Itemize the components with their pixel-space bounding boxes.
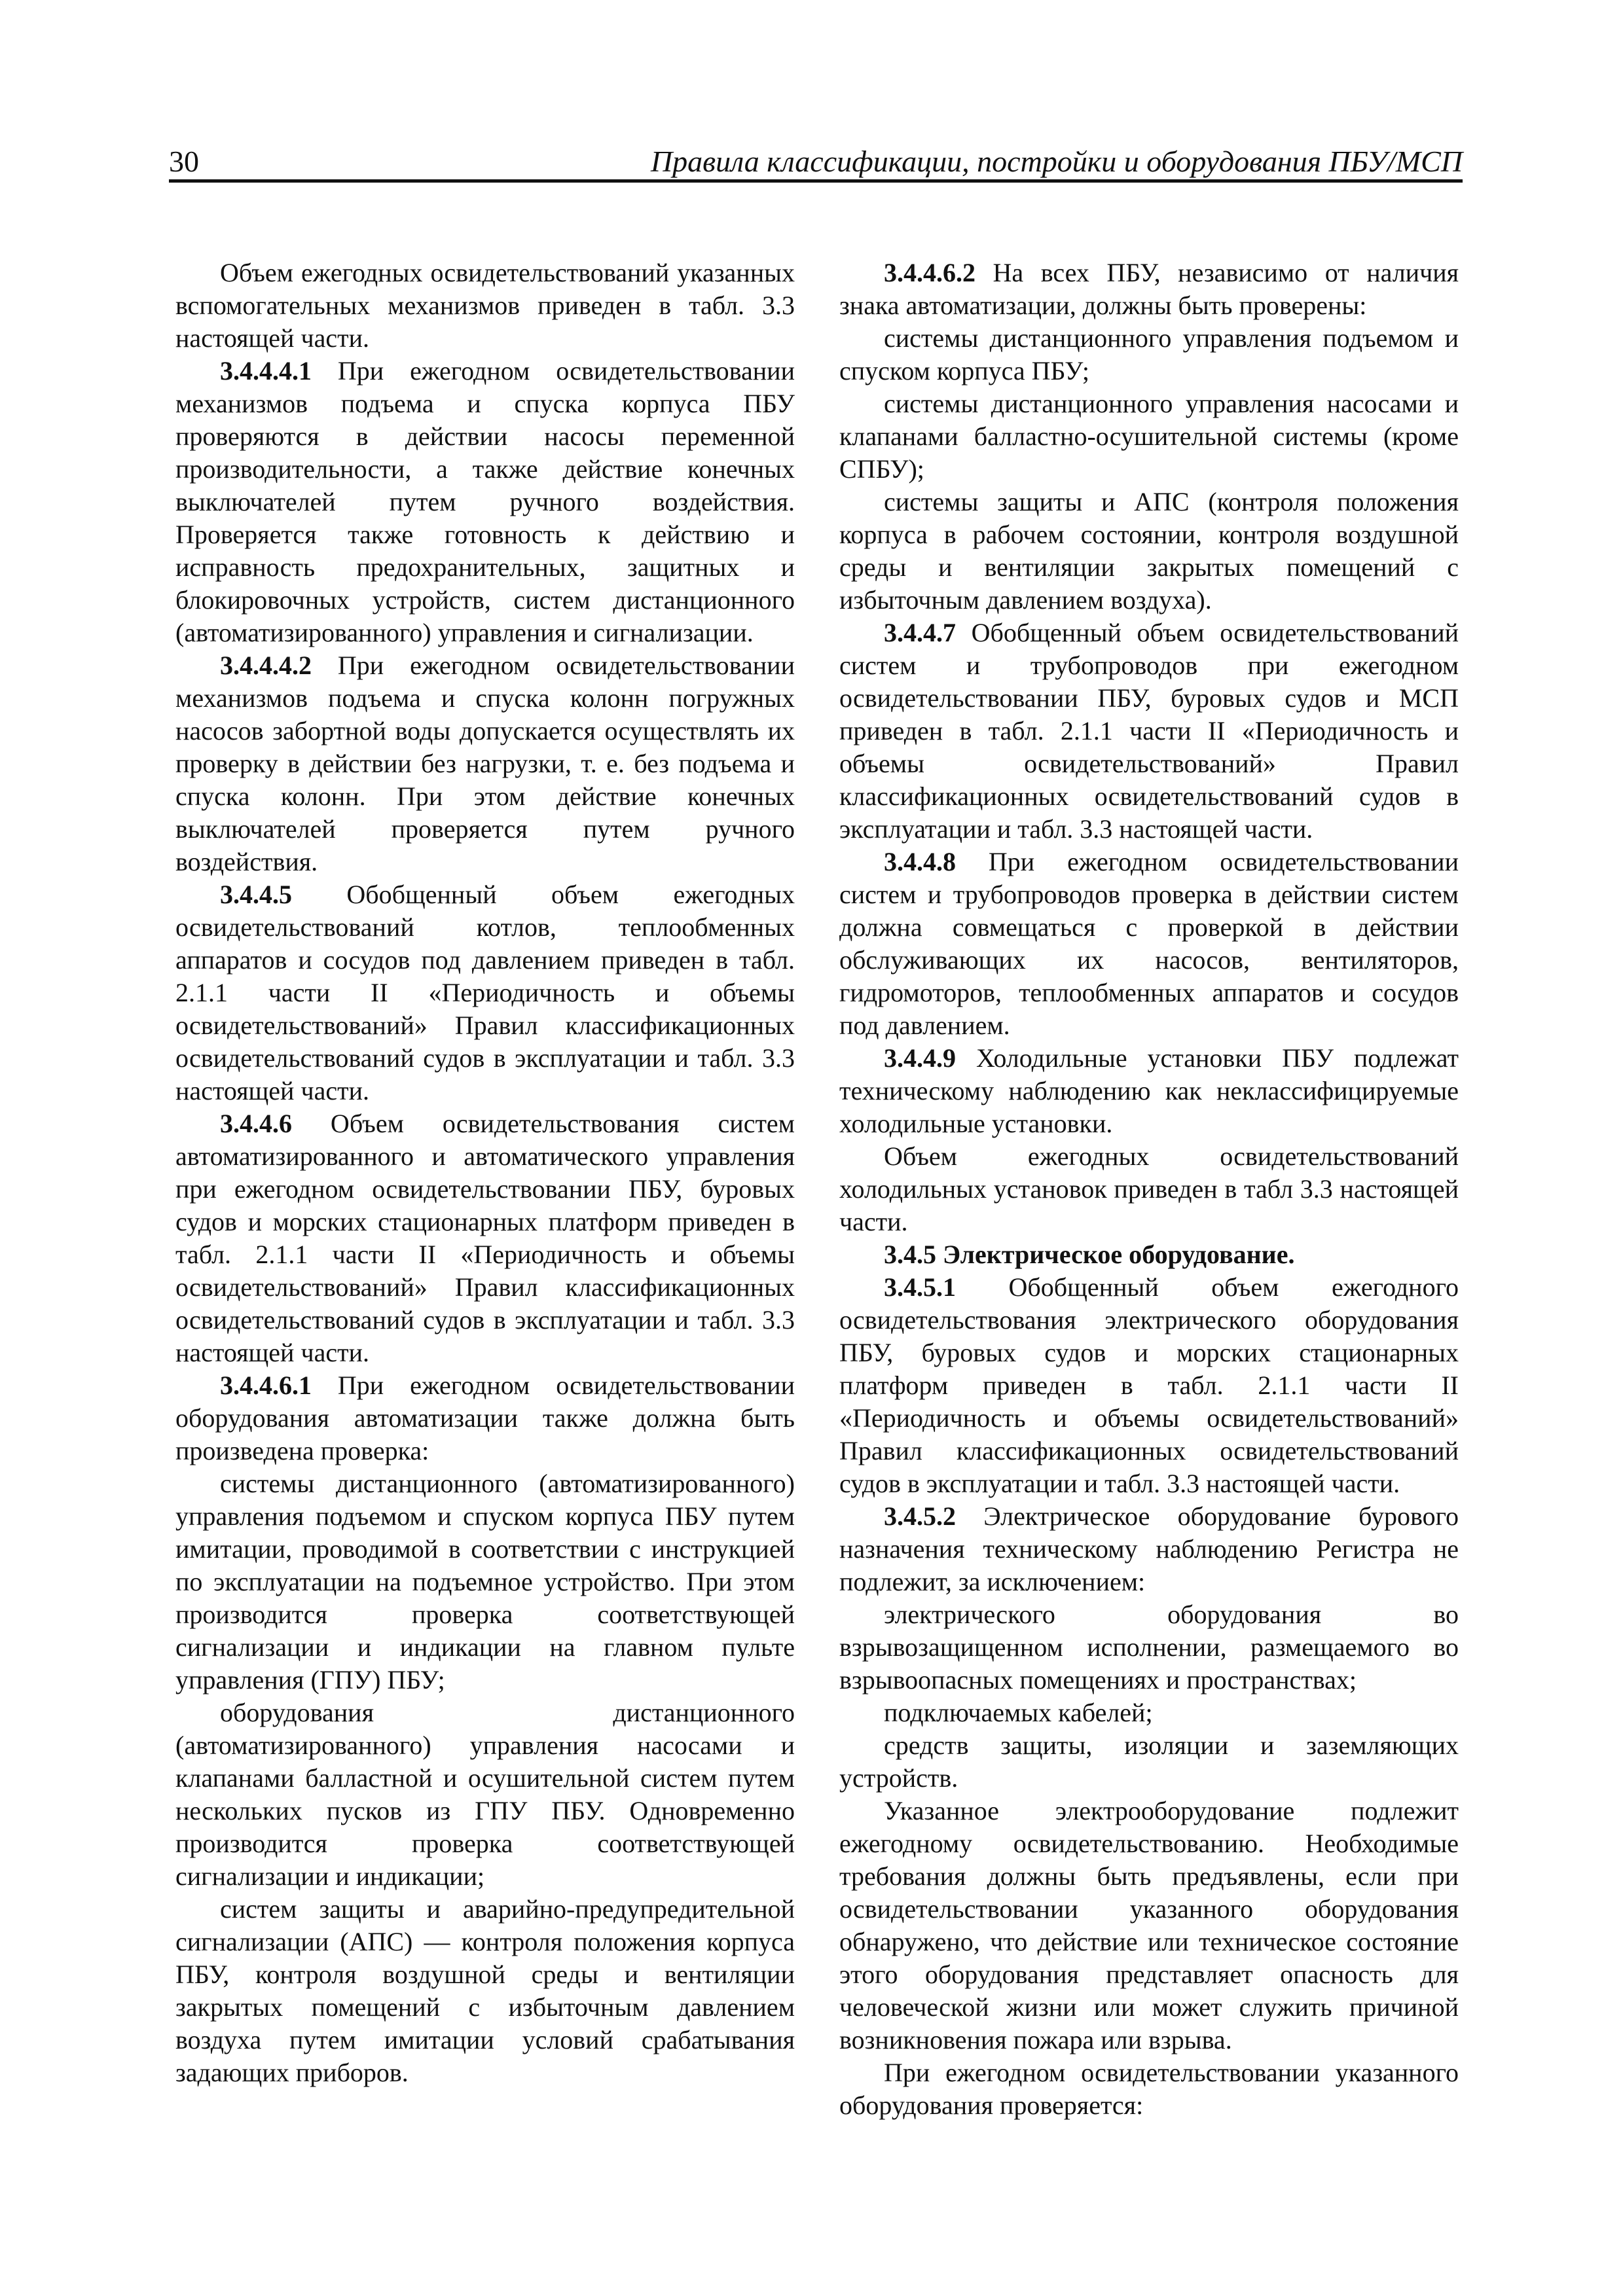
header-rule [169, 179, 1463, 183]
paragraph [839, 2056, 1459, 2122]
paragraph-text: При ежегодном освидетельствовании систем и трубопроводов проверка в действии систем должна совмещаться с проверкой в действии обслуживающих их насосов, вентиляторов, гидромоторов, теплообменных аппаратов и сосудов под давлением. [839, 847, 1459, 1040]
paragraph-text: системы защиты и АПС (контроля положения корпуса в рабочем состоянии, контроля воздушной среды и вентиляции закрытых помещений с избыточным давлением воздуха). [839, 487, 1459, 615]
paragraph [839, 1271, 1459, 1500]
paragraph-text: На всех ПБУ, независимо от наличия знака автоматизации, должны быть проверены: [839, 258, 1459, 320]
clause-number: 3.4.4.7 [884, 618, 956, 647]
paragraph-text: При ежегодном освидетельствовании механизмов подъема и спуска колонн погружных насосов забортной воды допускается осуществлять их проверку в действии без нагрузки, т. е. без подъема и спуска колонн. При этом действие конечных выключателей проверяется путем ручного воздействия. [175, 651, 795, 876]
paragraph [175, 878, 795, 1107]
clause-number: 3.4.4.6.2 [884, 258, 976, 287]
paragraph [175, 1369, 795, 1467]
paragraph-text: Объем ежегодных освидетельствований указанных вспомогательных механизмов приведен в табл. 3.3 настоящей части. [175, 258, 795, 353]
paragraph [839, 1042, 1459, 1140]
paragraph [175, 257, 795, 355]
clause-number: 3.4.4.6.1 [220, 1371, 312, 1400]
paragraph-text: Обобщенный объем ежегодного освидетельствования электрического оборудования ПБУ, буровых судов и морских стационарных платформ приведен в табл. 2.1.1 части II «Периодичность и объемы освидетельствований» Правил классификационных освидетельствований судов в эксплуатации и табл. 3.3 настоящей части. [839, 1272, 1459, 1498]
clause-number: 3.4.4.4.1 [220, 356, 312, 386]
paragraph [839, 486, 1459, 617]
paragraph-text: При ежегодном освидетельствовании механизмов подъема и спуска корпуса ПБУ проверяются в действии насосы переменной производительности, а также действие конечных выключателей путем ручного воздействия. Проверяется также готовность к действию и исправность предохранительных, защитных и блокировочных устройств, систем дистанционного (автоматизированного) управления и сигнализации. [175, 356, 795, 647]
section-heading [839, 1238, 1459, 1271]
clause-number: 3.4.4.4.2 [220, 651, 312, 680]
paragraph [839, 1795, 1459, 2056]
paragraph [839, 1598, 1459, 1696]
paragraph-text: подключаемых кабелей; [884, 1698, 1153, 1727]
paragraph [839, 257, 1459, 322]
paragraph [839, 387, 1459, 486]
paragraph-text: Холодильные установки ПБУ подлежат техническому наблюдению как неклассифицируемые холодильные установки. [839, 1043, 1459, 1138]
paragraph [175, 1696, 795, 1893]
paragraph [839, 1500, 1459, 1598]
paragraph [175, 1893, 795, 2089]
section-title: 3.4.5 Электрическое оборудование. [884, 1240, 1295, 1269]
paragraph-text: системы дистанционного управления подъемом и спуском корпуса ПБУ; [839, 323, 1459, 386]
paragraph-text: средств защиты, изоляции и заземляющих устройств. [839, 1731, 1459, 1793]
clause-number: 3.4.5.1 [884, 1272, 956, 1302]
running-title: Правила классификации, постройки и оборудования ПБУ/МСП [650, 145, 1463, 178]
clause-number: 3.4.4.8 [884, 847, 956, 876]
paragraph [175, 1107, 795, 1369]
clause-number: 3.4.4.9 [884, 1043, 956, 1073]
page-header [169, 139, 1463, 178]
paragraph [175, 1467, 795, 1696]
paragraph [839, 846, 1459, 1042]
paragraph-text: При ежегодном освидетельствовании указанного оборудования проверяется: [839, 2058, 1459, 2120]
left-column [175, 257, 795, 2089]
paragraph-text: Обобщенный объем освидетельствований систем и трубопроводов при ежегодном освидетельствовании ПБУ, буровых судов и МСП приведен в табл. 2.1.1 части II «Периодичность и объемы освидетельствований» Правил классификационных освидетельствований судов в эксплуатации и табл. 3.3 настоящей части. [839, 618, 1459, 844]
clause-number: 3.4.4.6 [220, 1109, 292, 1138]
paragraph [839, 617, 1459, 846]
paragraph-text: Электрическое оборудование бурового назначения техническому наблюдению Регистра не подлежит, за исключением: [839, 1501, 1459, 1596]
page-number: 30 [169, 145, 199, 178]
paragraph [175, 355, 795, 649]
paragraph-text: систем защиты и аварийно-предупредительной сигнализации (АПС) — контроля положения корпуса ПБУ, контроля воздушной среды и вентиляции закрытых помещений с избыточным давлением воздуха путем имитации условий срабатывания задающих приборов. [175, 1894, 795, 2087]
paragraph-text: Объем ежегодных освидетельствований холодильных установок приведен в табл 3.3 настоящей части. [839, 1141, 1459, 1236]
paragraph-text: электрического оборудования во взрывозащищенном исполнении, размещаемого во взрывоопасных помещениях и пространствах; [839, 1600, 1459, 1695]
paragraph-text: оборудования дистанционного (автоматизированного) управления насосами и клапанами балластной и осушительной систем путем нескольких пусков из ГПУ ПБУ. Одновременно производится проверка соответствующей сигнализации и индикации; [175, 1698, 795, 1891]
paragraph-text: Указанное электрооборудование подлежит ежегодному освидетельствованию. Необходимые требования должны быть предъявлены, если при освидетельствовании указанного оборудования обнаружено, что действие или техническое состояние этого оборудования представляет опасность для человеческой жизни или может служить причиной возникновения пожара или взрыва. [839, 1796, 1459, 2054]
paragraph-text: Обобщенный объем ежегодных освидетельствований котлов, теплообменных аппаратов и сосудов под давлением приведен в табл. 2.1.1 части II «Периодичность и объемы освидетельствований» Правил классификационных освидетельствований судов в эксплуатации и табл. 3.3 настоящей части. [175, 880, 795, 1105]
paragraph [175, 649, 795, 878]
paragraph-text: При ежегодном освидетельствовании оборудования автоматизации также должна быть произведена проверка: [175, 1371, 795, 1465]
clause-number: 3.4.4.5 [220, 880, 292, 909]
clause-number: 3.4.5.2 [884, 1501, 956, 1531]
paragraph [839, 1140, 1459, 1238]
right-column [839, 257, 1459, 2122]
paragraph-text: системы дистанционного (автоматизированного) управления подъемом и спуском корпуса ПБУ путем имитации, проводимой в соответствии с инструкцией по эксплуатации на подъемное устройство. При этом производится проверка соответствующей сигнализации и индикации на главном пульте управления (ГПУ) ПБУ; [175, 1469, 795, 1695]
paragraph [839, 1696, 1459, 1729]
paragraph-text: Объем освидетельствования систем автоматизированного и автоматического управления при ежегодном освидетельствовании ПБУ, буровых судов и морских стационарных платформ приведен в табл. 2.1.1 части II «Периодичность и объемы освидетельствований» Правил классификационных освидетельствований судов в эксплуатации и табл. 3.3 настоящей части. [175, 1109, 795, 1367]
paragraph [839, 1729, 1459, 1795]
paragraph [839, 322, 1459, 387]
paragraph-text: системы дистанционного управления насосами и клапанами балластно-осушительной системы (кроме СПБУ); [839, 389, 1459, 484]
